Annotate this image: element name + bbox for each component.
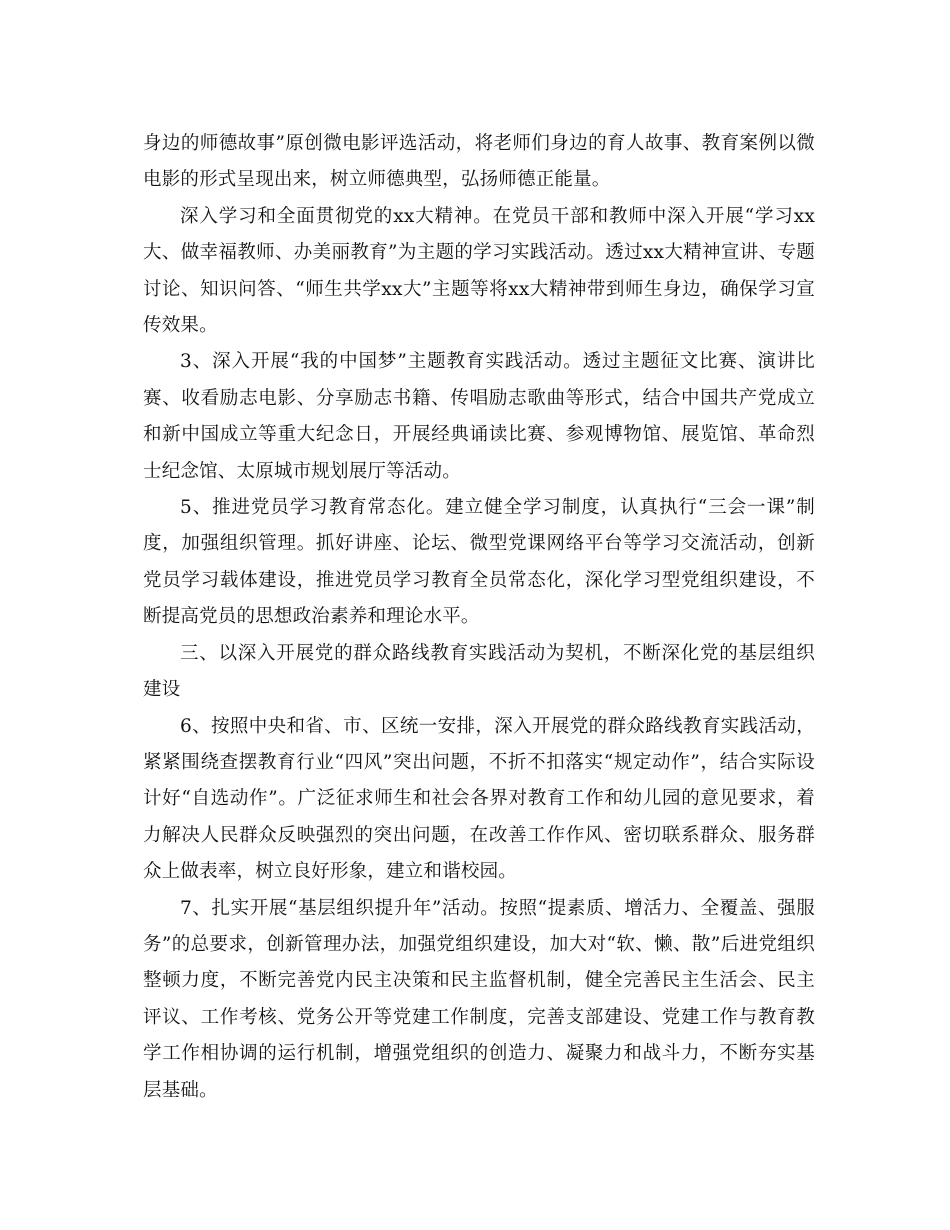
paragraph-item-6-mass-line: 6、按照中央和省、市、区统一安排，深入开展党的群众路线教育实践活动，紧紧围绕查摆教育行业“四风”突出问题，不折不扣落实“规定动作”，结合实际设计好“自选动作”。广泛征求师生和社会各界对教育工作和幼儿园的意见要求，着力解决人民群众反映强烈的突出问题，在改善工作作风、密切联系群众、服务群众上做表率，树立良好形象，建立和谐校园。 xyxy=(143,715,815,883)
paragraph-continuation: 身边的师德故事”原创微电影评选活动，将老师们身边的育人故事、教育案例以微电影的形式呈现出来，树立师德典型，弘扬师德正能量。 xyxy=(143,133,815,191)
paragraph-item-5-party-study: 5、推进党员学习教育常态化。建立健全学习制度，认真执行“三会一课”制度，加强组织管理。抓好讲座、论坛、微型党课网络平台等学习交流活动，创新党员学习载体建设，推进党员学习教育全员常态化，深化学习型党组织建设，不断提高党员的思想政治素养和理论水平。 xyxy=(143,497,815,628)
section-heading-3: 三、以深入开展党的群众路线教育实践活动为契机，不断深化党的基层组织建设 xyxy=(143,642,815,701)
paragraph-item-7-grassroots: 7、扎实开展“基层组织提升年”活动。按照“提素质、增活力、全覆盖、强服务”的总要求，创新管理办法，加强党组织建设，加大对“软、懒、散”后进党组织整顿力度，不断完善党内民主决策和民主监督机制，健全完善民主生活会、民主评议、工作考核、党务公开等党建工作制度，完善支部建设、党建工作与教育教学工作相协调的运行机制，增强党组织的创造力、凝聚力和战斗力，不断夯实基层基础。 xyxy=(143,897,815,1101)
document-body xyxy=(143,126,815,1109)
paragraph-item-3-china-dream: 3、深入开展“我的中国梦”主题教育实践活动。透过主题征文比赛、演讲比赛、收看励志电影、分享励志书籍、传唱励志歌曲等形式，结合中国共产党成立和新中国成立等重大纪念日，开展经典诵读比赛、参观博物馆、展览馆、革命烈士纪念馆、太原城市规划展厅等活动。 xyxy=(143,351,815,482)
paragraph-xx-congress-spirit: 深入学习和全面贯彻党的xx大精神。在党员干部和教师中深入开展“学习xx大、做幸福教师、办美丽教育”为主题的学习实践活动。透过xx大精神宣讲、专题讨论、知识问答、“师生共学xx大”主题等将xx大精神带到师生身边，确保学习宣传效果。 xyxy=(143,205,815,337)
